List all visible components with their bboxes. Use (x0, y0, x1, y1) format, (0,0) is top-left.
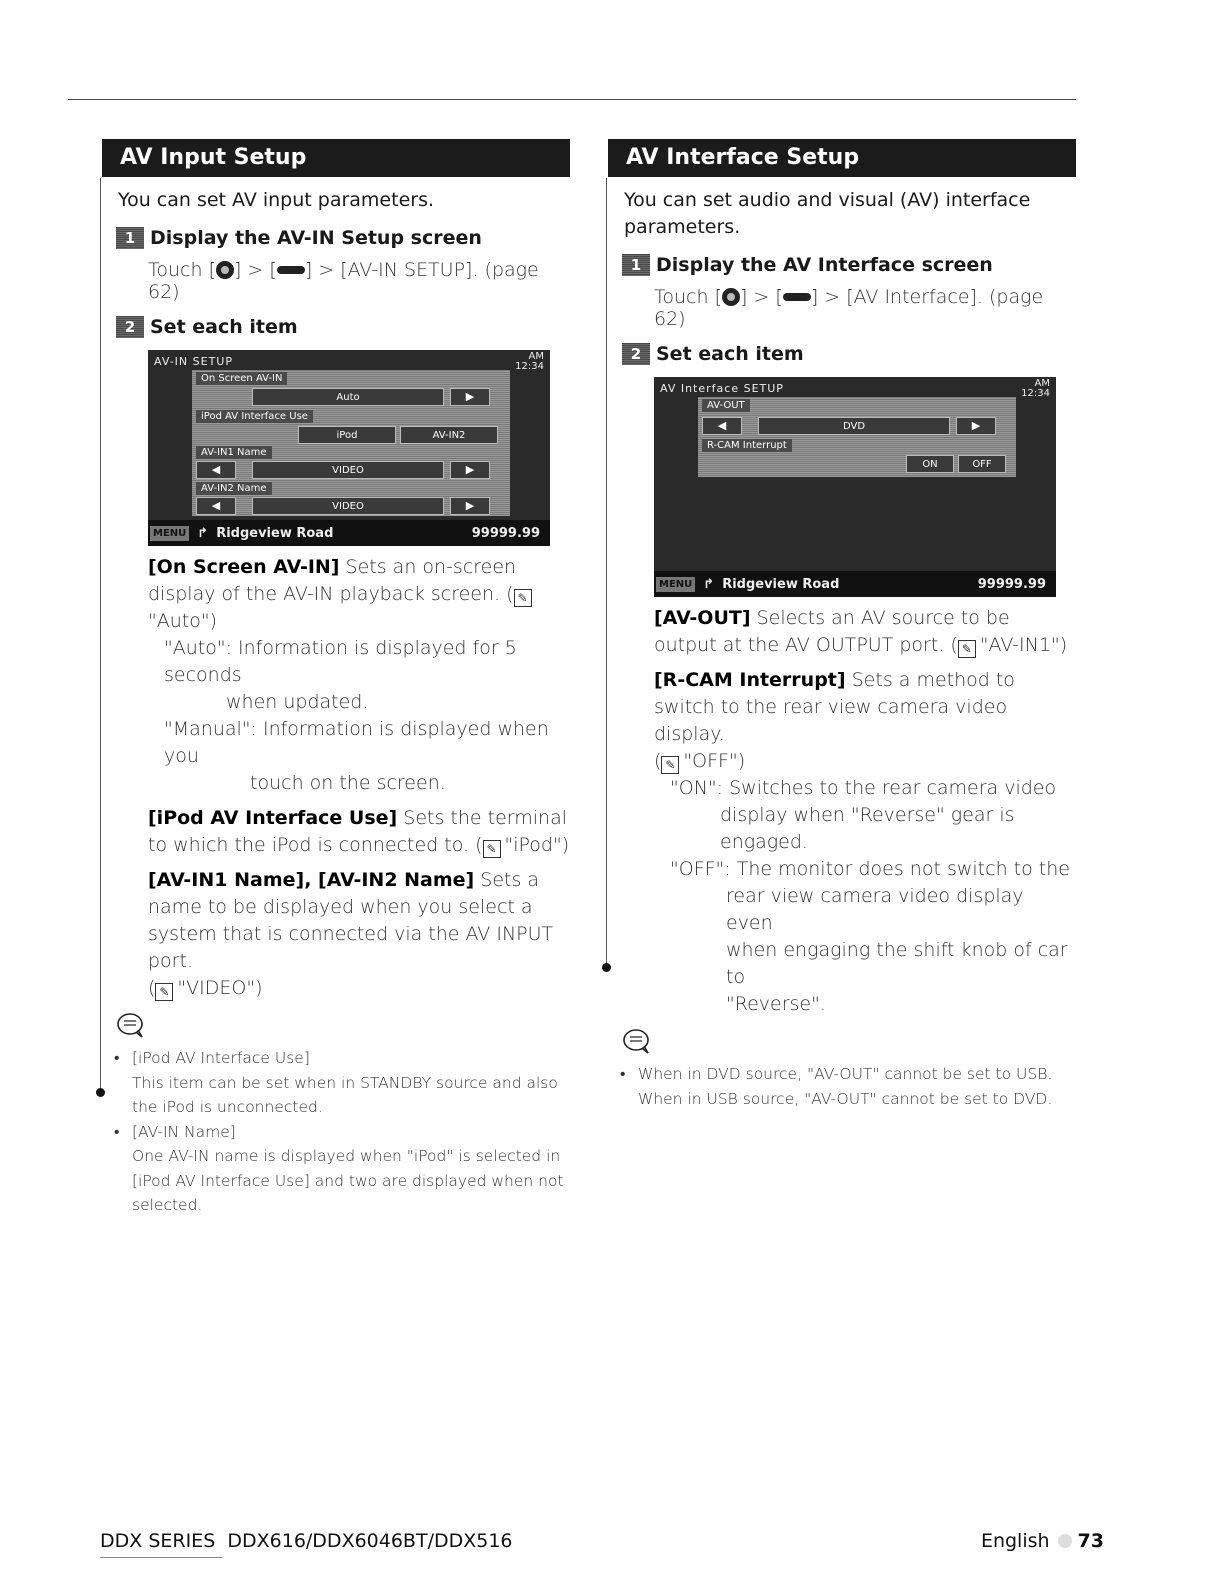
step-1 (116, 227, 570, 249)
menu-button[interactable]: MENU (150, 526, 189, 541)
distance: 99999.99 (471, 525, 540, 541)
item-default: "AV-IN1") (979, 634, 1068, 656)
default-setting-icon: ✎ (958, 640, 976, 658)
default-line: ( ✎ "VIDEO") (148, 977, 263, 999)
step-number: 1 (622, 254, 650, 276)
note-body: When in USB source, "AV-OUT" cannot be set to DVD. (638, 1089, 1053, 1108)
on-screen-av-in-label: On Screen AV-IN (196, 372, 287, 385)
touch-end: ] > [AV-IN SETUP]. (page 62) (148, 259, 539, 303)
distance: 99999.99 (977, 576, 1046, 592)
note-body: This item can be set when in STANDBY source and also the iPod is unconnected. (132, 1073, 558, 1116)
av-in2-name-value[interactable]: VIDEO (252, 497, 444, 515)
on-option[interactable]: ON (906, 455, 954, 473)
item-head: [On Screen AV-IN] (148, 556, 340, 578)
ipod-av-interface-use-label: iPod AV Interface Use (196, 410, 313, 423)
av-input-setup-section (102, 139, 570, 1218)
av-in1-name-value[interactable]: VIDEO (252, 461, 444, 479)
notes (114, 1046, 570, 1218)
item-ipod-av-interface-use (148, 805, 570, 859)
clock-ampm: AM (1034, 378, 1050, 389)
option-text: "ON": Switches to the rear camera video (670, 777, 1057, 799)
ipod-option[interactable]: iPod (298, 426, 396, 444)
screen-title: AV Interface SETUP (660, 382, 784, 395)
touch-prefix: Touch [ (654, 286, 722, 308)
step-2 (622, 343, 1076, 365)
top-rule (68, 99, 1076, 100)
prev-arrow-button[interactable]: ◀ (196, 461, 236, 479)
touch-prefix: Touch [ (148, 259, 216, 281)
item-av-in-names (148, 867, 570, 1002)
navigation-icon (216, 261, 234, 279)
item-default: "OFF") (683, 750, 746, 772)
footer-series: DDX SERIES (100, 1530, 216, 1552)
page-number: 73 (1077, 1530, 1104, 1552)
default-setting-icon: ✎ (661, 756, 679, 774)
setup-wrench-icon (277, 266, 305, 274)
option (148, 635, 570, 716)
option-text: "Manual": Information is displayed when you (164, 718, 549, 767)
section-title: AV Input Setup (102, 139, 570, 177)
item-desc: Sets an on-screen display of the AV-IN playback screen. ( (148, 556, 517, 605)
default-line: ( ✎ "OFF") (654, 750, 746, 772)
option-cont: "Reverse". (726, 993, 826, 1015)
note-title: • [iPod AV Interface Use] (132, 1049, 310, 1067)
item-default: "VIDEO") (177, 977, 263, 999)
item-head: [R-CAM Interrupt] (654, 669, 846, 691)
turn-arrow-icon: ↱ (197, 525, 209, 541)
next-arrow-button[interactable]: ▶ (450, 461, 490, 479)
touch-instruction (148, 259, 570, 303)
step-2 (116, 316, 570, 338)
on-screen-av-in-value[interactable]: Auto (252, 388, 444, 406)
item-head: [AV-IN1 Name], [AV-IN2 Name] (148, 869, 475, 891)
step-number: 1 (116, 227, 144, 249)
section-title: AV Interface Setup (608, 139, 1076, 177)
next-arrow-button[interactable]: ▶ (450, 497, 490, 515)
road-name: Ridgeview Road (722, 576, 840, 592)
section-intro: You can set AV input parameters. (118, 189, 435, 211)
option-cont: rear view camera video display even (726, 885, 1024, 934)
item-r-cam-interrupt (654, 667, 1076, 1018)
turn-arrow-icon: ↱ (703, 576, 715, 592)
av-in2-name-label: AV-IN2 Name (196, 482, 272, 495)
option-cont: when updated. (226, 691, 369, 713)
note-title: • When in DVD source, "AV-OUT" cannot be set to USB. (638, 1065, 1053, 1083)
next-arrow-button[interactable]: ▶ (956, 417, 996, 435)
option (148, 716, 570, 797)
item-head: [iPod AV Interface Use] (148, 807, 398, 829)
clock-time: 12:34 (515, 361, 544, 372)
footer-underline (100, 1557, 222, 1558)
footer-model (100, 1530, 513, 1552)
item-default: "Auto") (148, 610, 218, 632)
option-text: "OFF": The monitor does not switch to the (670, 858, 1070, 880)
note-item (114, 1046, 570, 1120)
column-end-dot (602, 963, 611, 972)
option-cont: touch on the screen. (250, 772, 446, 794)
navigation-bar (654, 571, 1056, 597)
prev-arrow-button[interactable]: ◀ (702, 417, 742, 435)
touch-mid: ] > [ (233, 259, 277, 281)
note-item (620, 1062, 1076, 1111)
footer-models: DDX616/DDX6046BT/DDX516 (227, 1530, 513, 1552)
default-setting-icon: ✎ (514, 589, 532, 607)
item-desc: Sets a name to be displayed when you select a system that is connected via the AV INPUT port. (148, 869, 554, 972)
column-rule (100, 178, 101, 1090)
section-intro: You can set audio and visual (AV) interface parameters. (624, 189, 1031, 238)
av-in2-option[interactable]: AV-IN2 (400, 426, 498, 444)
item-desc: Selects an AV source to be output at the AV OUTPUT port. ( (654, 607, 1010, 656)
default-setting-icon: ✎ (483, 840, 501, 858)
av-in1-name-label: AV-IN1 Name (196, 446, 272, 459)
prev-arrow-button[interactable]: ◀ (196, 497, 236, 515)
av-out-label: AV-OUT (702, 399, 750, 412)
navigation-icon (722, 288, 740, 306)
option-text: "Auto": Information is displayed for 5 seconds (164, 637, 517, 686)
option-cont: display when "Reverse" gear is engaged. (720, 804, 1015, 853)
step-label: Display the AV Interface screen (656, 254, 993, 276)
option (654, 775, 1076, 856)
notes (620, 1062, 1076, 1111)
av-out-value[interactable]: DVD (758, 417, 950, 435)
item-head: [AV-OUT] (654, 607, 751, 629)
touch-instruction (654, 286, 1076, 330)
item-default: "iPod") (504, 834, 570, 856)
note-title: • [AV-IN Name] (132, 1122, 236, 1141)
item-desc: Sets the terminal to which the iPod is connected to. ( (148, 807, 567, 856)
step-number: 2 (622, 343, 650, 365)
step-number: 2 (116, 316, 144, 338)
av-in-setup-screenshot (148, 350, 550, 546)
item-av-out (654, 605, 1076, 659)
next-arrow-button[interactable]: ▶ (450, 388, 490, 406)
default-setting-icon: ✎ (155, 983, 173, 1001)
av-interface-setup-section (608, 139, 1076, 1111)
screen-clock (1021, 379, 1050, 399)
footer-separator-icon (1058, 1534, 1072, 1548)
item-desc: Sets a method to switch to the rear view camera video display. (654, 669, 1015, 745)
option (654, 856, 1076, 1018)
clock-time: 12:34 (1021, 388, 1050, 399)
touch-mid: ] > [ (739, 286, 783, 308)
step-label: Display the AV-IN Setup screen (150, 227, 482, 249)
road-name: Ridgeview Road (216, 525, 334, 541)
step-label: Set each item (150, 316, 298, 338)
option-cont: when engaging the shift knob of car to (726, 939, 1068, 988)
screen-clock (515, 352, 544, 372)
footer-page (981, 1530, 1104, 1552)
note-icon (622, 1028, 652, 1054)
note-body: One AV-IN name is displayed when "iPod" is selected in [iPod AV Interface Use] and two are displayed when not selected. (132, 1147, 564, 1214)
column-rule (606, 178, 607, 968)
step-1 (622, 254, 1076, 276)
column-end-dot (96, 1088, 105, 1097)
clock-ampm: AM (528, 351, 544, 362)
setup-wrench-icon (783, 293, 811, 301)
step-label: Set each item (656, 343, 804, 365)
note-icon (116, 1012, 146, 1038)
screen-title: AV-IN SETUP (154, 355, 233, 368)
footer-language: English (980, 1530, 1050, 1552)
item-on-screen-av-in (148, 554, 570, 797)
av-interface-setup-screenshot (654, 377, 1056, 597)
navigation-bar (148, 520, 550, 546)
off-option[interactable]: OFF (958, 455, 1006, 473)
note-item (114, 1120, 570, 1218)
touch-end: ] > [AV Interface]. (page 62) (654, 286, 1044, 330)
menu-button[interactable]: MENU (656, 577, 695, 592)
r-cam-interrupt-label: R-CAM Interrupt (702, 439, 792, 452)
